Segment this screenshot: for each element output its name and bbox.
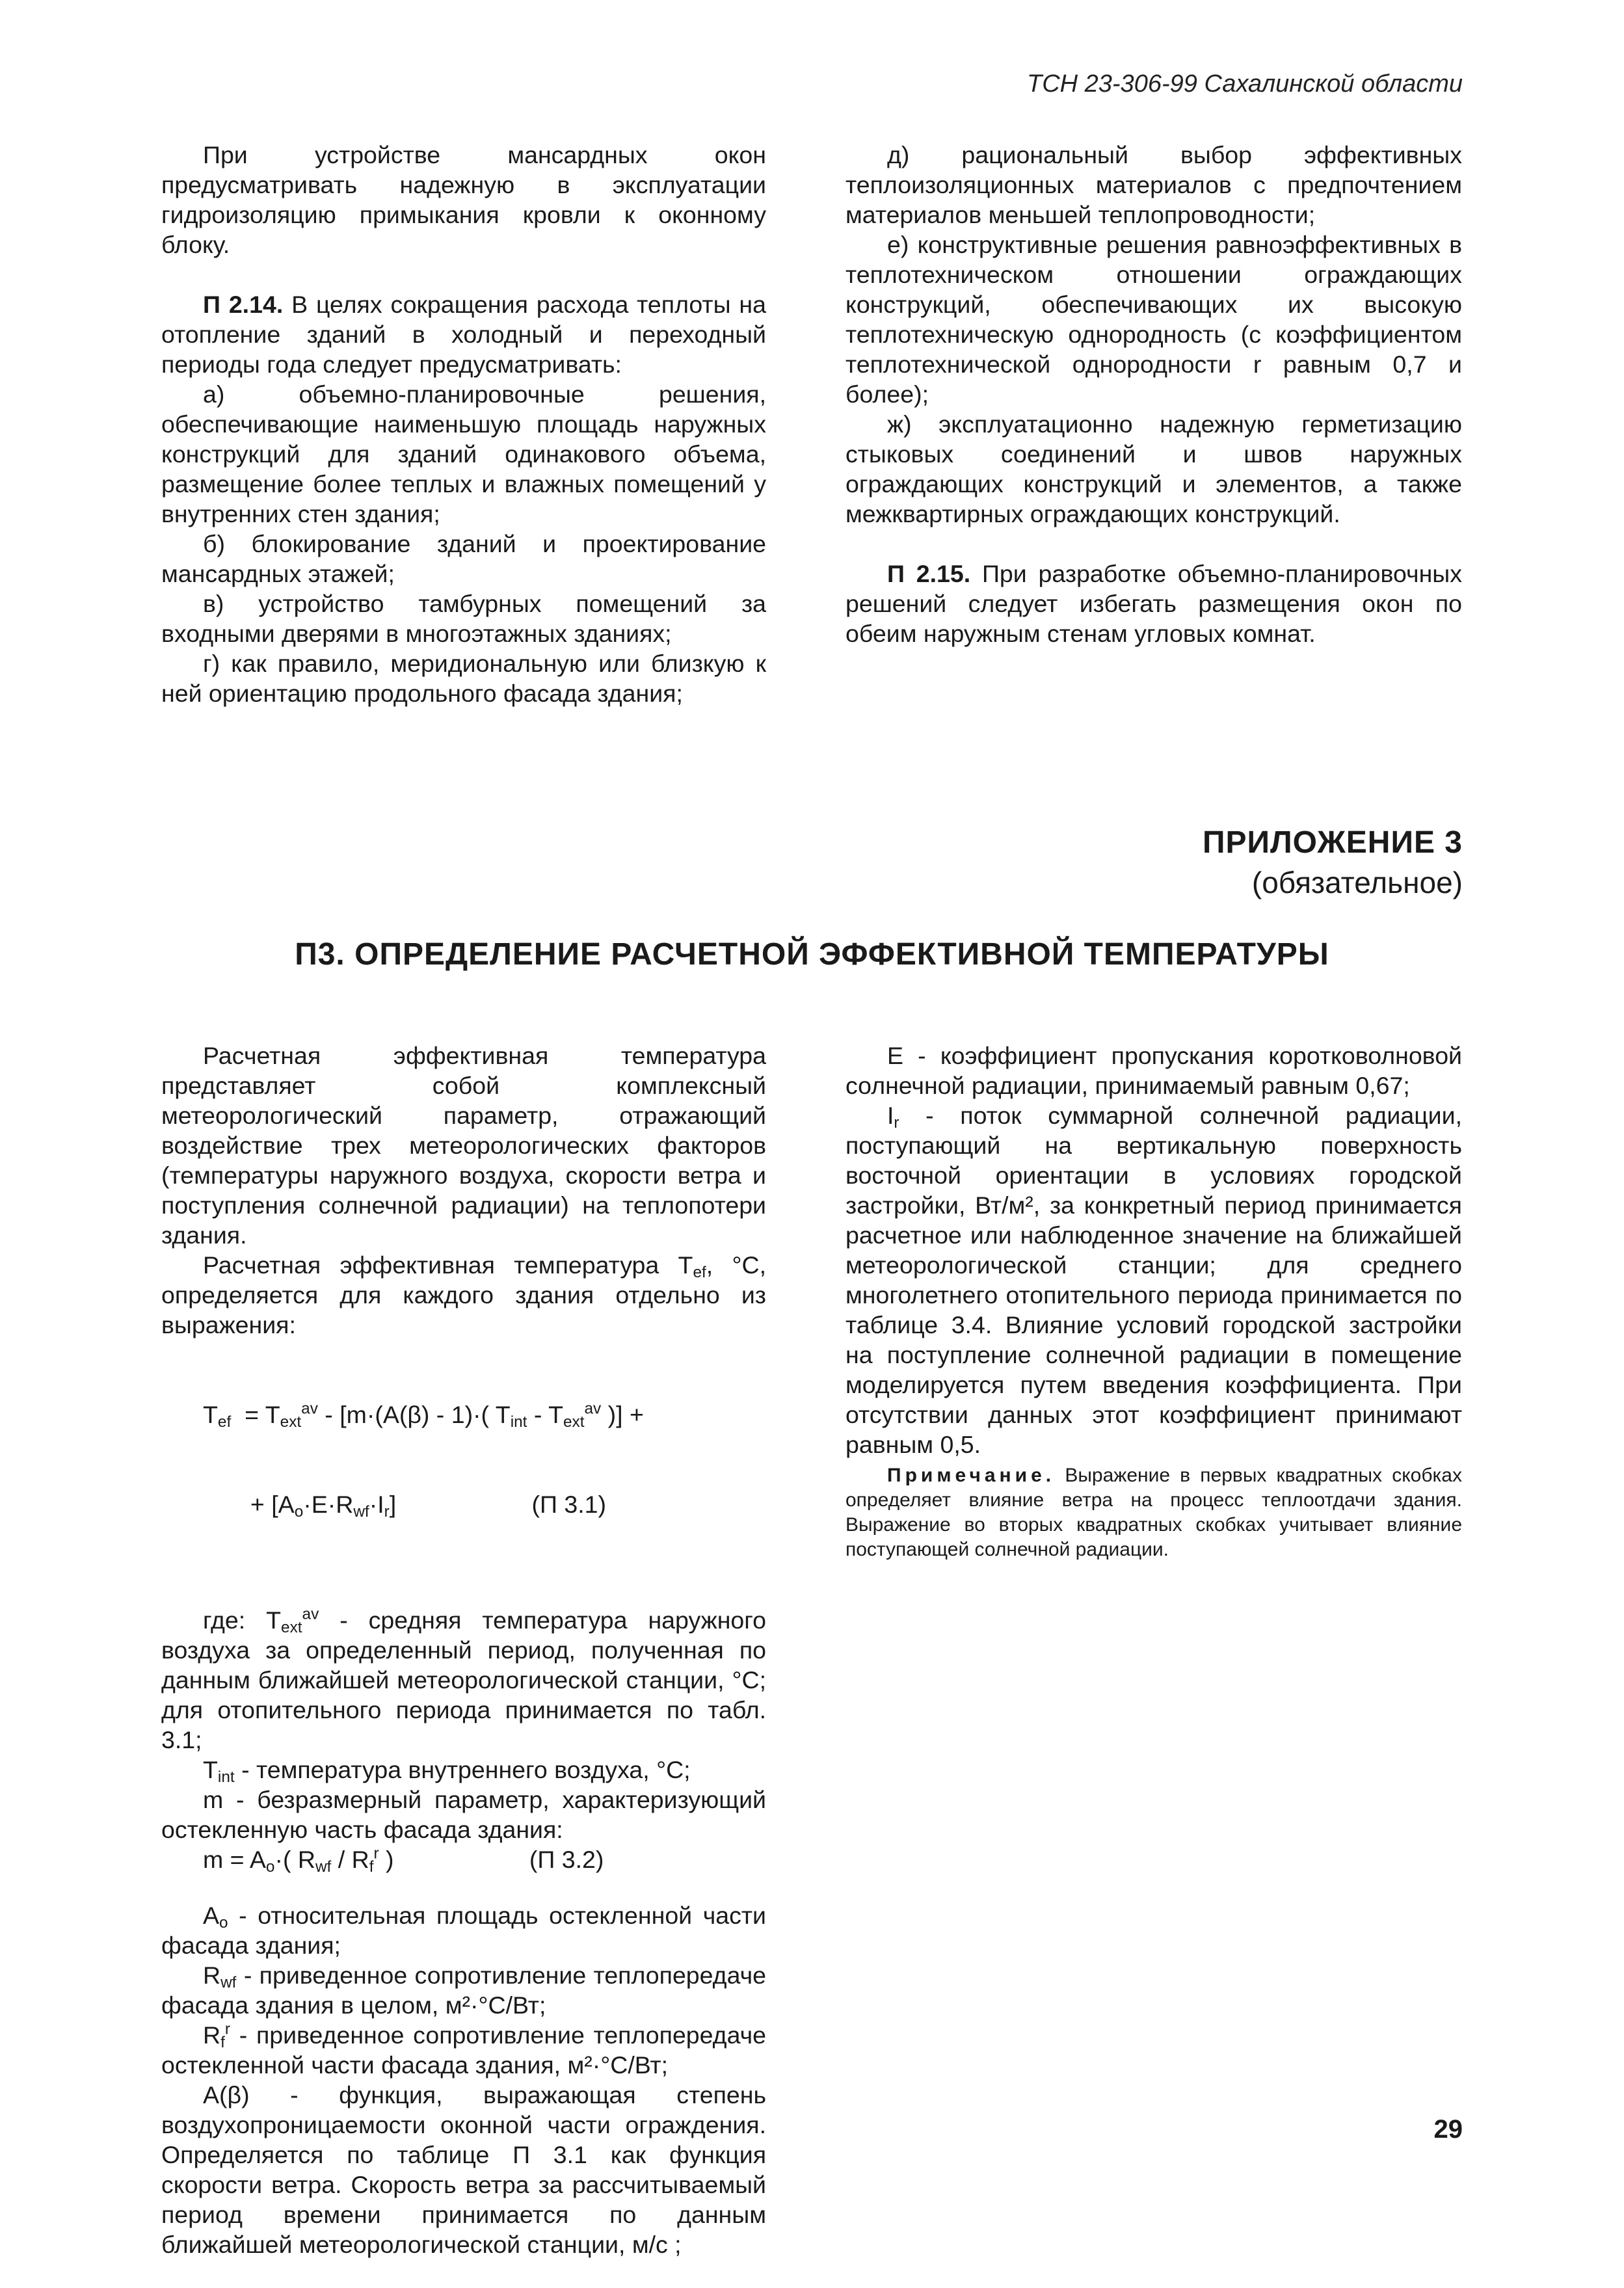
paragraph-dormer-windows: При устройстве мансардных окон предусматривать надежную в эксплуатации гидроизоляцию примыкания кровли к оконному блоку. — [161, 141, 766, 258]
clause-label: П 2.14. — [203, 291, 284, 318]
top-right-column — [845, 140, 1462, 648]
list-item-a: а) объемно-планировочные решения, обеспечивающие наименьшую площадь наружных конструкций для зданий одинакового объема, размещение более теплых и влажных помещений у внутренних стен здания; — [161, 380, 766, 527]
definition-paragraph: Расчетная эффективная температура $T_{ef}$, °С, определяется для каждого здания отдельно из выражения: — [161, 1251, 766, 1338]
list-item-d: д) рациональный выбор эффективных теплоизоляционных материалов с предпочтением материалов меньшей теплопроводности; — [845, 141, 1462, 228]
ir-paragraph: $I_r$ - поток суммарной солнечной радиации, поступающий на вертикальную поверхность восточной ориентации в условиях городской застройки, Вт/м², за конкретный период принимается расчетное или наблюденное значение на ближайшей метеорологической станции; для среднего многолетнего отопительного периода принимается по таблице 3.4. Влияние условий городской застройки на поступление солнечной радиации в помещение моделируется путем введения коэффициента. При отсутствии данных этот коэффициент принимают равным 0,5. — [845, 1102, 1462, 1458]
formula-p3-2: $m = A_o\cdot$( $R_{wf} / R_f^r$ ) (П 3.2) — [203, 1844, 604, 1876]
list-item-zh: ж) эксплуатационно надежную герметизацию стыковых соединений и швов наружных ограждающих конструкций и элементов, а также межквартирных ограждающих конструкций. — [845, 410, 1462, 527]
list-item-g: г) как правило, меридиональную или близкую к ней ориентацию продольного фасада здания; — [161, 650, 766, 707]
bottom-left-column — [161, 1041, 766, 2259]
list-item-e: е) конструктивные решения равноэффективных в теплотехническом отношении ограждающих конструкций, обеспечивающих их высокую теплотехническую однородность (с коэффициентом теплотехнической однородности r равным 0,7 и более); — [845, 231, 1462, 408]
formula-line: + $[A_o\cdot E\cdot R_{wf}\cdot I_r]$ (П 3.1) — [203, 1491, 607, 1521]
formula-p3-1 — [161, 1340, 766, 1579]
note-text: Выражение в первых квадратных скобках определяет влияние ветра на процесс теплоотдачи здания. Выражение во вторых квадратных скобках учитывает влияние поступающей солнечной радиации. — [845, 1465, 1462, 1560]
page-number: 29 — [1433, 2115, 1463, 2144]
paragraph-p2-14 — [161, 289, 766, 379]
clause-label: П 2.15. — [887, 560, 971, 587]
clause-text: При разработке объемно-планировочных решений следует избегать размещения окон по обеим наружным стенам угловых комнат. — [845, 560, 1463, 647]
rwf-paragraph: $R_{wf}$ - приведенное сопротивление теплопередаче фасада здания в целом, м²·°С/Вт; — [161, 1962, 766, 2019]
e-paragraph: Е - коэффициент пропускания коротковолновой солнечной радиации, принимаемый равным 0,67; — [845, 1042, 1462, 1099]
m-paragraph: m - безразмерный параметр, характеризующий остекленную часть фасада здания: — [161, 1786, 766, 1843]
list-item-b: б) блокирование зданий и проектирование мансардных этажей; — [161, 530, 766, 587]
note — [845, 1463, 1462, 1562]
abeta-paragraph: A(β) - функция, выражающая степень воздухопроницаемости оконной части ограждения. Определяется по таблице П 3.1 как функция скорости ветра. Скорость ветра за рассчитываемый период времени принимается по данным ближайшей метеорологической станции, м/с ; — [161, 2081, 766, 2258]
formula-line: $T_{ef} = T_{ext}^{av} - [m\cdot(A(\beta) - 1)\cdot$( $T_{int} - T_{ext}^{av}$ )] + — [203, 1400, 644, 1431]
ao-paragraph: $A_o$ - относительная площадь остекленной части фасада здания; — [161, 1902, 766, 1959]
clause-text: В целях сокращения расхода теплоты на отопление зданий в холодный и переходный периоды года следует предусматривать: — [161, 291, 766, 378]
top-left-column — [161, 140, 766, 708]
where-paragraph: где: $T_{ext}^{av}$ - средняя температура наружного воздуха за определенный период, полученная по данным ближайшей метеорологической станции, °С; для отопительного периода принимается по табл. 3.1; — [161, 1605, 766, 1753]
bottom-right-column — [845, 1041, 1462, 1562]
intro-paragraph: Расчетная эффективная температура представляет собой комплексный метеорологический параметр, отражающий воздействие трех метеорологических факторов (температуры наружного воздуха, скорости ветра и поступления солнечной радиации) на теплопотери здания. — [161, 1042, 766, 1249]
section-title: П3. ОПРЕДЕЛЕНИЕ РАСЧЕТНОЙ ЭФФЕКТИВНОЙ ТЕМПЕРАТУРЫ — [295, 937, 1329, 972]
paragraph-p2-15 — [845, 559, 1462, 648]
list-item-v: в) устройство тамбурных помещений за входными дверями в многоэтажных зданиях; — [161, 590, 766, 647]
appendix-subtitle: (обязательное) — [1251, 866, 1463, 899]
tint-paragraph: $T_{int}$ - температура внутреннего воздуха, °С; — [203, 1756, 691, 1787]
rfr-paragraph: $R_f^r$ - приведенное сопротивление теплопередаче остекленной части фасада здания, м²·°С/Вт; — [161, 2020, 766, 2079]
note-label: Примечание. — [887, 1465, 1056, 1486]
appendix-title: ПРИЛОЖЕНИЕ 3 — [1202, 825, 1463, 860]
running-header: ТСН 23-306-99 Сахалинской области — [1026, 70, 1463, 98]
